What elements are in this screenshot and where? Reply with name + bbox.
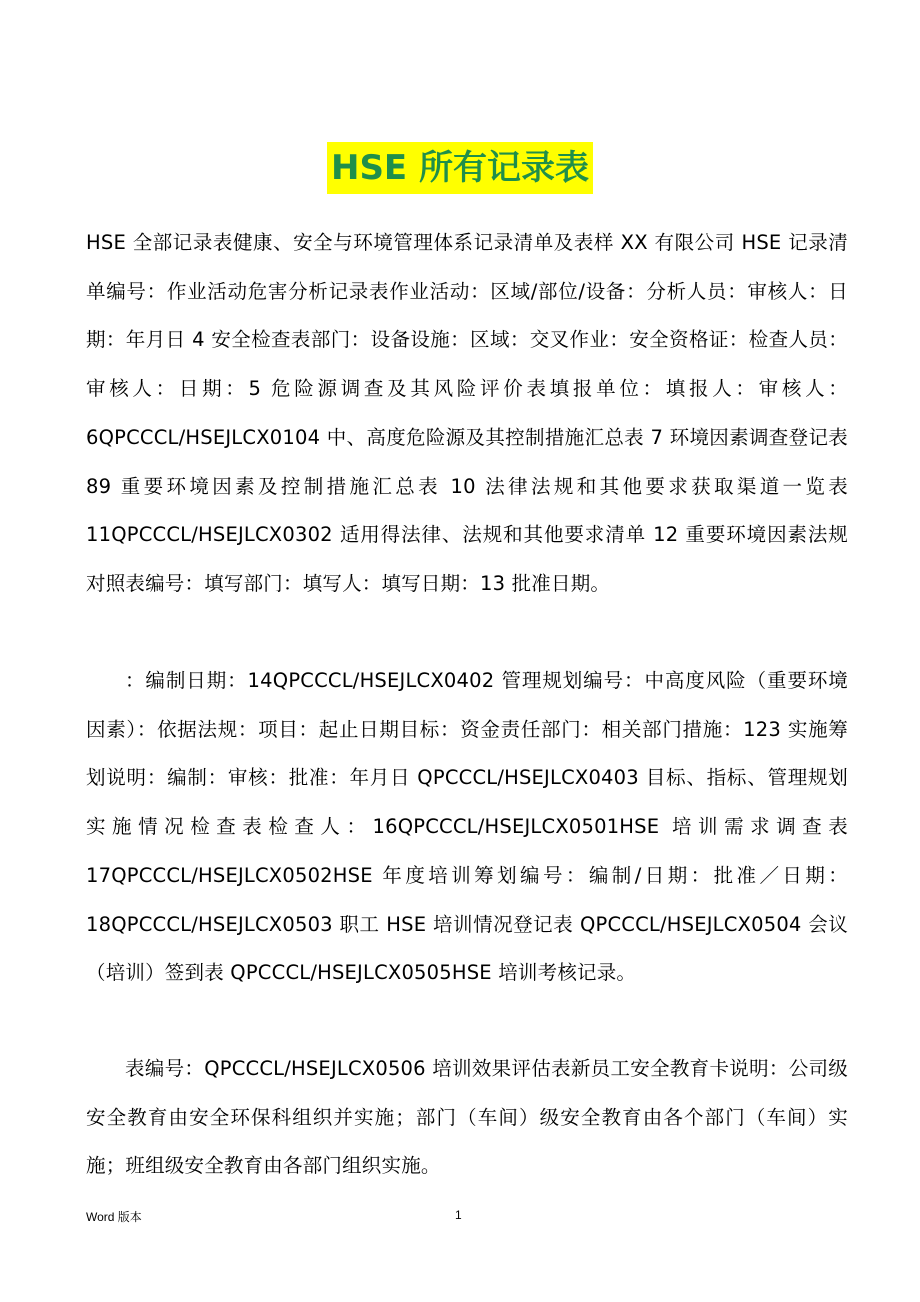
paragraph-1: HSE 全部记录表健康、安全与环境管理体系记录清单及表样 XX 有限公司 HSE 记录清单编号：作业活动危害分析记录表作业活动：区域/部位/设备：分析人员：审核人：日期：年月日 4 安全检查表部门：设备设施：区域：交叉作业：安全资格证：检查人员：审核人：日期：5 危险源调查及其风险评价表填报单位：填报人：审核人：6QPCCCL/HSEJLCX0104 中、高度危险源及其控制措施汇总表 7 环境因素调查登记表 89 重要环境因素及控制措施汇总表 10 法律法规和其他要求获取渠道一览表 11QPCCCL/HSEJLCX0302 适用得法律、法规和其他要求清单 12 重要环境因素法规对照表编号：填写部门：填写人：填写日期：13 批准日期。 bbox=[86, 231, 848, 595]
paragraph-3: 表编号：QPCCCL/HSEJLCX0506 培训效果评估表新员工安全教育卡说明：公司级安全教育由安全环保科组织并实施；部门（车间）级安全教育由各个部门（车间）实施；班组级安全教育由各部门组织实施。 bbox=[86, 1057, 848, 1178]
footer-label: Word 版本 bbox=[86, 1210, 142, 1224]
document-title: HSE 所有记录表 bbox=[327, 142, 593, 194]
footer-page-number: 1 bbox=[455, 1208, 462, 1222]
paragraph-2: ：编制日期：14QPCCCL/HSEJLCX0402 管理规划编号：中高度风险（重要环境因素）：依据法规：项目：起止日期目标：资金责任部门：相关部门措施：123 实施筹划说明：编制：审核：批准：年月日 QPCCCL/HSEJLCX0403 目标、指标、管理规划实施情况检查表检查人：16QPCCCL/HSEJLCX0501HSE 培训需求调查表 17QPCCCL/HSEJLCX0502HSE 年度培训筹划编号：编制/日期：批准／日期：18QPCCCL/HSEJLCX0503 职工 HSE 培训情况登记表 QPCCCL/HSEJLCX0504 会议（培训）签到表 QPCCCL/HSEJLCX0505HSE 培训考核记录。 bbox=[86, 669, 848, 985]
title-container bbox=[0, 142, 920, 194]
